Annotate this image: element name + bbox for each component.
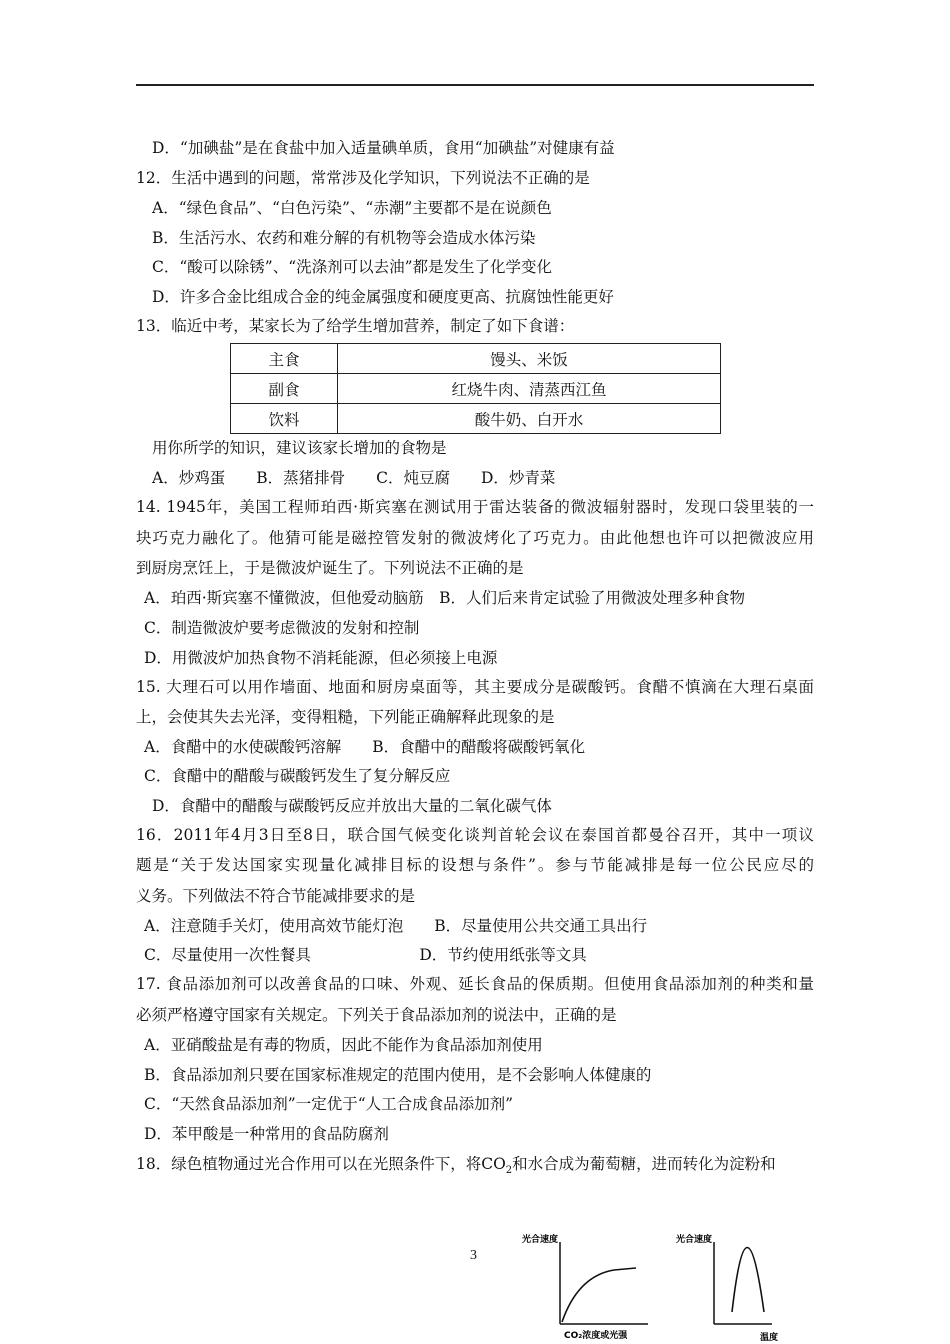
menu-category: 副食	[231, 374, 338, 404]
q14-stem-line-2: 块巧克力融化了。他猜可能是磁控管发射的微波烤化了巧克力。由此他想也许可以把微波应用	[136, 529, 814, 547]
table-row	[231, 374, 721, 404]
q13-prompt: 用你所学的知识，建议该家长增加的食物是	[152, 439, 447, 457]
q17-stem-line-2: 必须严格遵守国家有关规定。下列关于食品添加剂的说法中，正确的是	[136, 1006, 617, 1024]
q18-text-a: 18．绿色植物通过光合作用可以在光照条件下，将CO	[136, 1155, 506, 1173]
q16-stem-line-2: 题是“关于发达国家实现量化减排目标的设想与条件”。参与节能减排是每一位公民应尽的	[136, 856, 814, 874]
menu-category: 主食	[231, 344, 338, 374]
right-graph-y-label: 光合速度	[676, 1235, 713, 1245]
left-graph-x-label: CO₂浓度或光强	[564, 1331, 628, 1341]
q17-option-a: A．亚硝酸盐是有毒的物质，因此不能作为食品添加剂使用	[144, 1036, 543, 1054]
q14-stem-line-3: 到厨房烹饪上，于是微波炉诞生了。下列说法不正确的是	[136, 559, 524, 577]
menu-items: 红烧牛肉、清蒸西江鱼	[338, 374, 721, 404]
q18-text-b: 和水合成为葡萄糖，进而转化为淀粉和	[512, 1155, 776, 1173]
q12-option-a: A．“绿色食品”、“白色污染”、“赤潮”主要都不是在说颜色	[152, 199, 552, 217]
saturation-curve-graph	[518, 1228, 658, 1344]
table-row	[231, 344, 721, 374]
left-graph-curve	[562, 1268, 636, 1322]
menu-category: 饮料	[231, 404, 338, 434]
q14-option-d: D．用微波炉加热食物不消耗能源，但必须接上电源	[144, 649, 498, 667]
q14-options-ab: A．珀西·斯宾塞不懂微波，但他爱动脑筋 B．人们后来肯定试验了用微波处理多种食物	[144, 589, 746, 607]
q14-option-c: C．制造微波炉要考虑微波的发射和控制	[144, 619, 420, 637]
q15-stem-line-1: 15. 大理石可以用作墙面、地面和厨房桌面等，其主要成分是碳酸钙。食醋不慎滴在大理石桌面	[136, 678, 814, 696]
q12-option-d: D．许多合金比组成合金的纯金属强度和硬度更高、抗腐蚀性能更好	[152, 288, 614, 306]
q16-options-cd: C．尽量使用一次性餐具 D．节约使用纸张等文具	[144, 946, 587, 964]
q18-subscript: 2	[505, 1165, 513, 1177]
right-graph-curve	[732, 1248, 764, 1313]
q15-option-c: C．食醋中的醋酸与碳酸钙发生了复分解反应	[144, 767, 451, 785]
q17-option-c: C．“天然食品添加剂”一定优于“人工合成食品添加剂”	[144, 1095, 514, 1113]
left-graph-y-label: 光合速度	[522, 1235, 559, 1245]
q15-options-ab: A．食醋中的水使碳酸钙溶解 B．食醋中的醋酸将碳酸钙氧化	[144, 738, 586, 756]
temperature-curve-graph	[672, 1228, 792, 1344]
q15-stem-line-2: 上，会使其失去光泽，变得粗糙，下列能正确解释此现象的是	[136, 708, 555, 726]
q15-option-d: D．食醋中的醋酸与碳酸钙反应并放出大量的二氧化碳气体	[152, 797, 552, 815]
q13-options: A．炒鸡蛋 B．蒸猪排骨 C．炖豆腐 D．炒青菜	[152, 469, 556, 487]
q18-stem-line-1	[136, 1154, 776, 1181]
q11-option-d: D．“加碘盐”是在食盐中加入适量碘单质，食用“加碘盐”对健康有益	[152, 139, 615, 157]
q14-stem-line-1: 14. 1945年，美国工程师珀西·斯宾塞在测试用于雷达装备的微波辐射器时，发现口袋里装的一	[136, 498, 814, 516]
q17-option-d: D．苯甲酸是一种常用的食品防腐剂	[144, 1125, 389, 1143]
page-number: 3	[470, 1248, 477, 1263]
menu-table	[230, 343, 721, 434]
table-row	[231, 404, 721, 434]
menu-items: 酸牛奶、白开水	[338, 404, 721, 434]
q16-stem-line-3: 义务。下列做法不符合节能减排要求的是	[136, 887, 416, 905]
q12-option-c: C．“酸可以除锈”、“洗涤剂可以去油”都是发生了化学变化	[152, 258, 553, 276]
q16-options-ab: A．注意随手关灯，使用高效节能灯泡 B．尽量使用公共交通工具出行	[144, 917, 648, 935]
q17-option-b: B．食品添加剂只要在国家标准规定的范围内使用，是不会影响人体健康的	[144, 1066, 652, 1084]
q17-stem-line-1: 17. 食品添加剂可以改善食品的口味、外观、延长食品的保质期。但使用食品添加剂的种类和量	[136, 975, 814, 993]
menu-items: 馒头、米饭	[338, 344, 721, 374]
q16-stem-line-1: 16．2011年4月3日至8日，联合国气候变化谈判首轮会议在泰国首都曼谷召开，其中一项议	[136, 826, 814, 844]
right-graph-x-label: 温度	[760, 1333, 779, 1343]
q12-option-b: B．生活污水、农药和难分解的有机物等会造成水体污染	[152, 229, 536, 247]
header-rule	[136, 84, 814, 86]
q13-stem: 13．临近中考，某家长为了给学生增加营养，制定了如下食谱：	[136, 317, 575, 335]
q12-stem: 12．生活中遇到的问题，常常涉及化学知识，下列说法不正确的是	[136, 169, 590, 187]
